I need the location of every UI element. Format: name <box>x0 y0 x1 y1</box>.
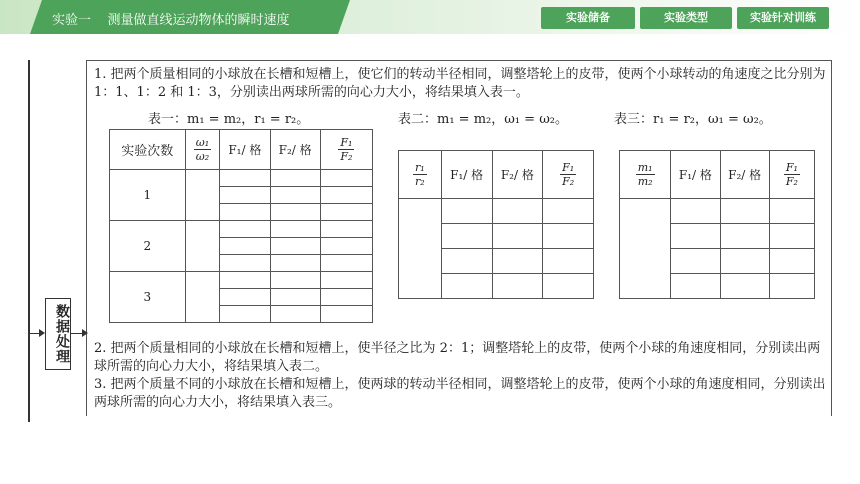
table3-cell[interactable] <box>769 249 814 274</box>
table3-cell[interactable] <box>769 224 814 249</box>
table3-cell[interactable] <box>769 274 814 299</box>
table3-cell[interactable] <box>720 224 769 249</box>
table1-cell[interactable] <box>220 255 270 272</box>
table1-omega-num: ω₁ <box>195 136 210 149</box>
table1-cell[interactable] <box>270 255 320 272</box>
table1-cell[interactable] <box>320 221 372 238</box>
instruction-3: 3. 把两个质量不同的小球放在长槽和短槽上，使两球的转动半径相同，调整塔轮上的皮带，使两个小球的角速度相同，分别读出两球所需的向心力大小，将结果填入表三。 <box>94 377 826 410</box>
table1-cell[interactable] <box>220 306 270 323</box>
side-label-box: 数据处理 <box>45 298 71 370</box>
instruction-2: 2. 把两个质量相同的小球放在长槽和短槽上，使半径之比为 2：1；调整塔轮上的皮带，使两个小球的角速度相同，分别读出两球所需的向心力大小，将结果填入表二。 <box>94 341 821 374</box>
table3-cell[interactable] <box>720 274 769 299</box>
instruction-1: 1. 把两个质量相同的小球放在长槽和短槽上，使它们的转动半径相同，调整塔轮上的皮带，使两个小球转动的角速度之比分别为 1：1、1：2 和 1：3，分别读出两球所需的向心力大小，将结果填入表一。 <box>94 67 826 100</box>
table3 <box>619 150 815 299</box>
table2-cell[interactable] <box>543 224 594 249</box>
table1-cell[interactable] <box>270 272 320 289</box>
table1-cell[interactable] <box>320 306 372 323</box>
table1-cell[interactable] <box>185 272 220 323</box>
table2-cell[interactable] <box>441 274 492 299</box>
table1-cell[interactable] <box>270 204 320 221</box>
table3-header-f2: F₂/ 格 <box>720 151 769 199</box>
table3-caption: 表三：r₁ = r₂，ω₁ = ω₂。 <box>614 112 772 127</box>
table3-ratio-num: F₁ <box>785 161 798 174</box>
frame-content-right-border <box>831 60 832 416</box>
table2-header-r-ratio <box>399 151 442 199</box>
table3-cell[interactable] <box>671 274 720 299</box>
table3-header-m-ratio <box>620 151 671 199</box>
table3-cell[interactable] <box>671 249 720 274</box>
table1-omega-den: ω₂ <box>195 150 210 163</box>
frame-content-left-border <box>86 60 87 416</box>
table2-cell[interactable] <box>492 199 543 224</box>
table1-cell[interactable] <box>320 170 372 187</box>
table1-cell[interactable] <box>270 306 320 323</box>
table2-r-num: r₁ <box>415 161 425 174</box>
table1-cell[interactable] <box>320 238 372 255</box>
table1-caption: 表一：m₁ = m₂，r₁ = r₂。 <box>148 112 310 127</box>
table1-cell[interactable] <box>270 170 320 187</box>
table2-cell[interactable] <box>441 224 492 249</box>
table2-header-ratio <box>543 151 594 199</box>
table3-ratio-den: F₂ <box>785 175 798 188</box>
table1-cell[interactable] <box>320 187 372 204</box>
table1-header-omega-ratio <box>185 130 220 170</box>
table2-cell[interactable] <box>399 199 442 299</box>
table2-header-f2: F₂/ 格 <box>492 151 543 199</box>
table1-header-f1: F₁/ 格 <box>220 130 270 170</box>
frame-top-line <box>86 60 832 61</box>
table2 <box>398 150 594 299</box>
table2-header-f1: F₁/ 格 <box>441 151 492 199</box>
table1 <box>109 129 373 323</box>
table3-cell[interactable] <box>671 224 720 249</box>
table1-cell[interactable] <box>320 289 372 306</box>
table2-ratio-den: F₂ <box>562 175 575 188</box>
table3-m-num: m₁ <box>637 161 653 174</box>
table1-ratio-den: F₂ <box>340 150 353 163</box>
table3-cell[interactable] <box>671 199 720 224</box>
table1-cell[interactable] <box>185 170 220 221</box>
table3-cell[interactable] <box>769 199 814 224</box>
nav-button-targeted-training[interactable]: 实验针对训练 <box>737 7 829 29</box>
table1-header-ratio <box>320 130 372 170</box>
table2-cell[interactable] <box>492 224 543 249</box>
table2-cell[interactable] <box>492 249 543 274</box>
table1-row-2-label: 2 <box>110 221 186 272</box>
table2-cell[interactable] <box>543 274 594 299</box>
table1-cell[interactable] <box>220 238 270 255</box>
table3-cell[interactable] <box>720 199 769 224</box>
table1-cell[interactable] <box>270 221 320 238</box>
table3-cell[interactable] <box>720 249 769 274</box>
table2-cell[interactable] <box>441 199 492 224</box>
table1-cell[interactable] <box>270 187 320 204</box>
table1-cell[interactable] <box>270 238 320 255</box>
table3-header-ratio <box>769 151 814 199</box>
table1-ratio-num: F₁ <box>340 136 353 149</box>
table2-caption: 表二：m₁ = m₂，ω₁ = ω₂。 <box>398 112 569 127</box>
table1-cell[interactable] <box>270 289 320 306</box>
table1-cell[interactable] <box>220 170 270 187</box>
arrow-out-head <box>82 329 88 337</box>
page-title: 实验一 测量做直线运动物体的瞬时速度 <box>52 13 290 28</box>
table1-cell[interactable] <box>320 204 372 221</box>
table1-cell[interactable] <box>320 255 372 272</box>
table2-cell[interactable] <box>543 199 594 224</box>
nav-button-experiment-prep[interactable]: 实验储备 <box>541 7 635 29</box>
table2-cell[interactable] <box>441 249 492 274</box>
table1-cell[interactable] <box>220 221 270 238</box>
table1-cell[interactable] <box>185 221 220 272</box>
table1-cell[interactable] <box>220 204 270 221</box>
table1-row-3-label: 3 <box>110 272 186 323</box>
table1-cell[interactable] <box>220 289 270 306</box>
table2-cell[interactable] <box>543 249 594 274</box>
table1-header-trials: 实验次数 <box>110 130 186 170</box>
table3-cell[interactable] <box>620 199 671 299</box>
table2-r-den: r₂ <box>415 175 425 188</box>
table1-cell[interactable] <box>220 272 270 289</box>
nav-button-experiment-types[interactable]: 实验类型 <box>640 7 732 29</box>
table1-header-f2: F₂/ 格 <box>270 130 320 170</box>
header-bar <box>0 0 860 34</box>
table1-cell[interactable] <box>220 187 270 204</box>
table3-header-f1: F₁/ 格 <box>671 151 720 199</box>
table3-m-den: m₂ <box>637 175 653 188</box>
table2-ratio-num: F₁ <box>562 161 575 174</box>
table1-cell[interactable] <box>320 272 372 289</box>
table2-cell[interactable] <box>492 274 543 299</box>
table1-row-1-label: 1 <box>110 170 186 221</box>
frame-left-line <box>28 60 30 422</box>
